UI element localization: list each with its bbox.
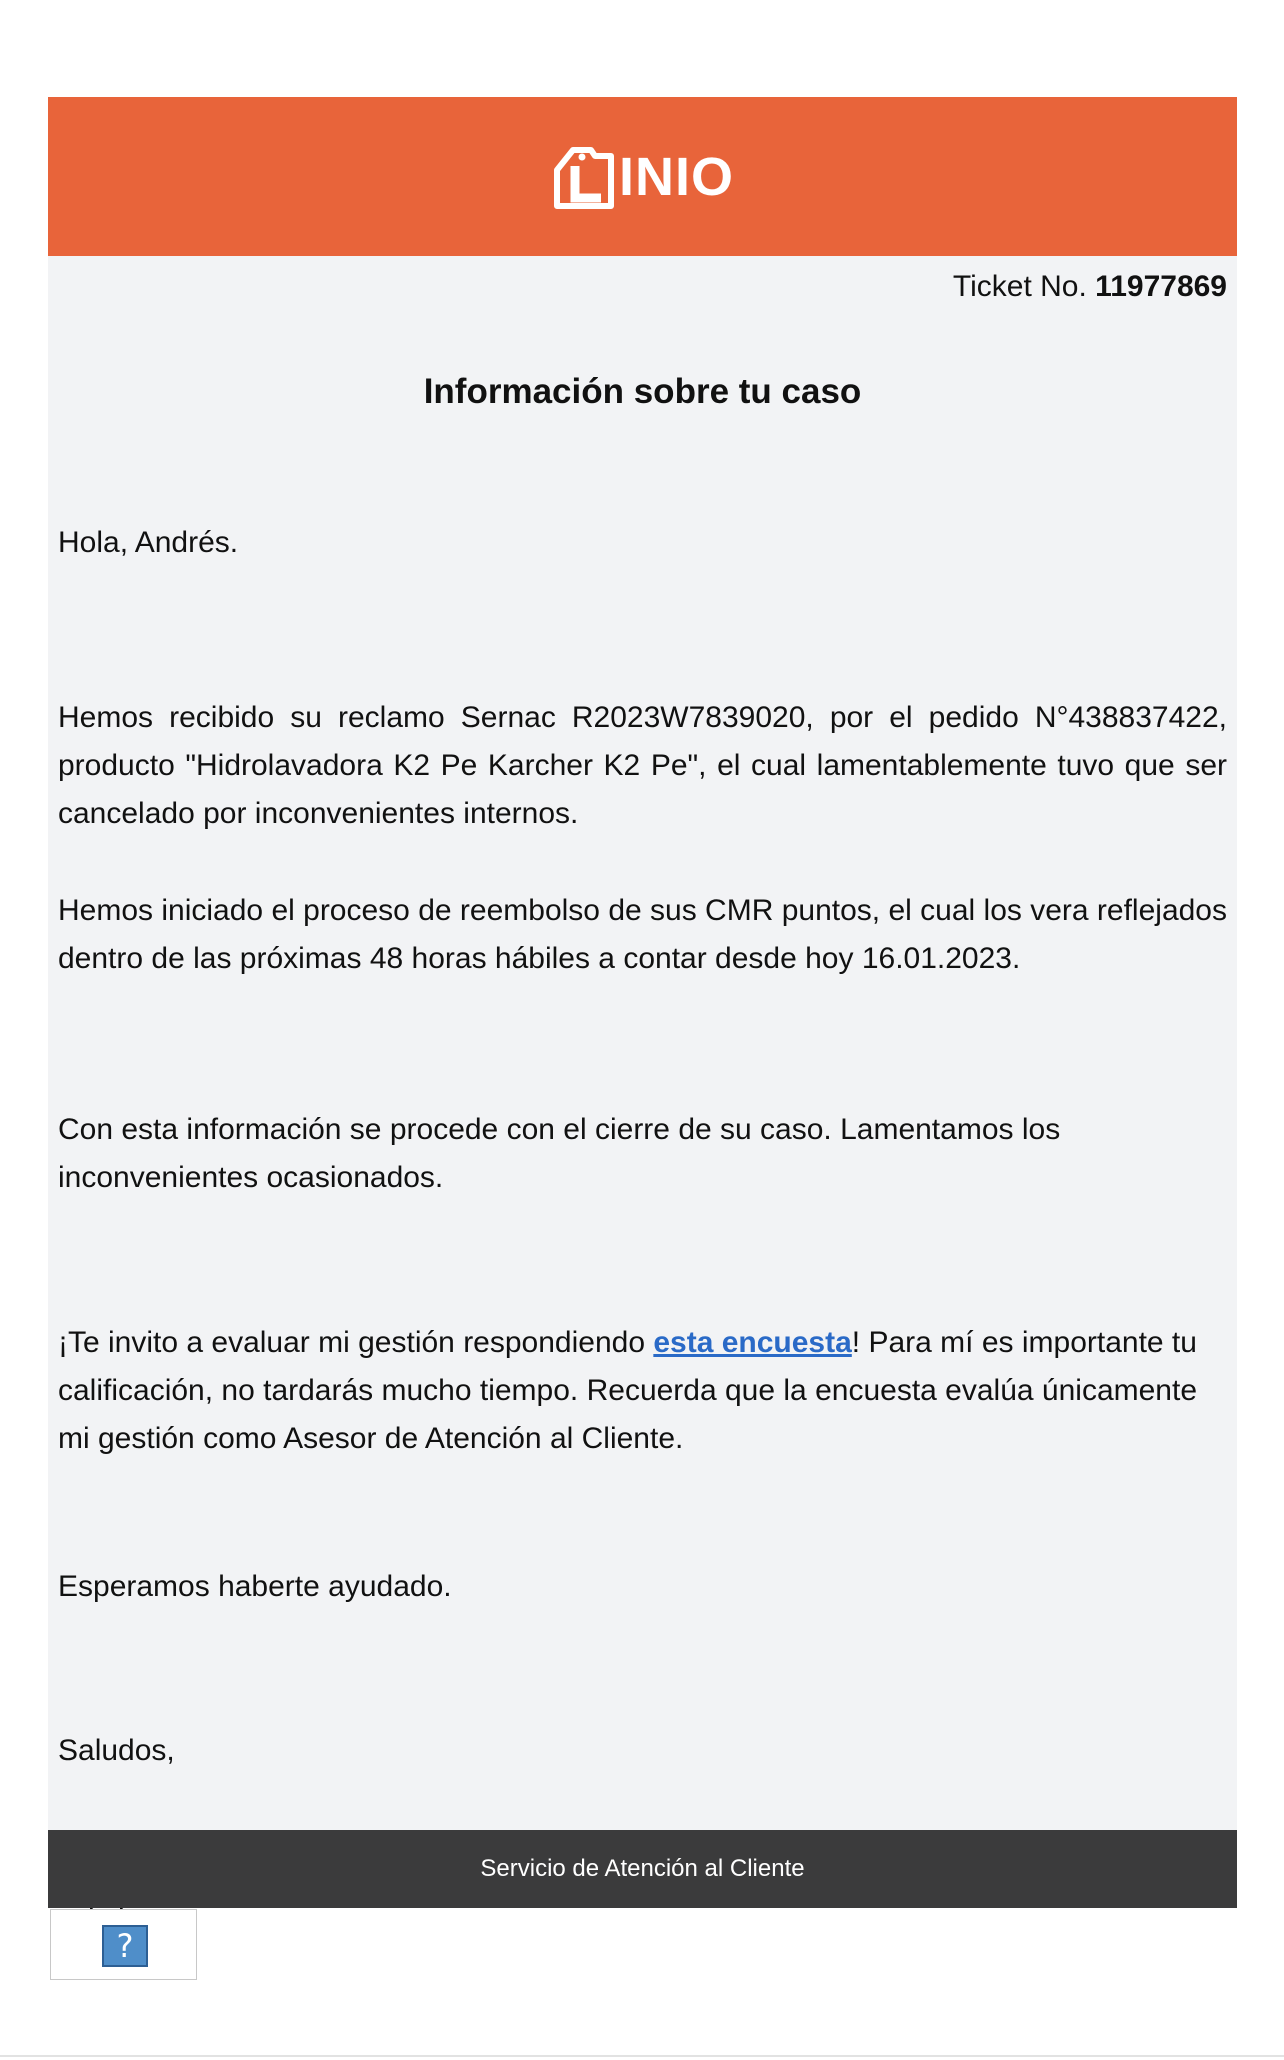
email-body (48, 97, 1237, 1908)
paragraph-closure: Con esta información se procede con el cierre de su caso. Lamentamos los inconvenientes ocasionados. (58, 1113, 1061, 1194)
paragraph-refund: Hemos iniciado el proceso de reembolso de sus CMR puntos, el cual los vera reflejados dentro de las próximas 48 horas hábiles a contar desde hoy 16.01.2023. (58, 894, 1227, 975)
survey-link[interactable]: esta encuesta (653, 1326, 852, 1359)
survey-text-after: ! Para mí es importante tu calificación, no tardarás mucho tiempo. Recuerda que la encuesta evalúa únicamente mi gestión como Asesor de Atención al Cliente. (58, 1326, 1198, 1455)
linio-wordmark: INIO (618, 146, 734, 207)
broken-image-placeholder (50, 1909, 197, 1980)
linio-logo[interactable] (551, 144, 734, 210)
footer-label: Servicio de Atención al Cliente (480, 1855, 805, 1882)
email-header (48, 97, 1237, 256)
missing-image-icon: ? (102, 1925, 148, 1967)
salutation: Saludos, (58, 1734, 175, 1767)
greeting: Hola, Andrés. (58, 526, 239, 559)
closing-text: Esperamos haberte ayudado. (58, 1570, 452, 1603)
email-footer (48, 1830, 1237, 1908)
linio-tag-icon (551, 144, 617, 210)
survey-paragraph (58, 1319, 1227, 1463)
ticket-number (953, 269, 1227, 305)
divider (0, 2055, 1284, 2057)
page-title: Información sobre tu caso (423, 372, 862, 411)
survey-text-before: ¡Te invito a evaluar mi gestión respondiendo (58, 1326, 654, 1359)
ticket-label: Ticket No. (952, 270, 1087, 303)
paragraph-claim: Hemos recibido su reclamo Sernac R2023W7839020, por el pedido N°438837422, producto "Hidrolavadora K2 Pe Karcher K2 Pe", el cual lamentablemente tuvo que ser cancelado por inconvenientes internos. (58, 701, 1227, 830)
ticket-value: 11977869 (1095, 270, 1227, 303)
